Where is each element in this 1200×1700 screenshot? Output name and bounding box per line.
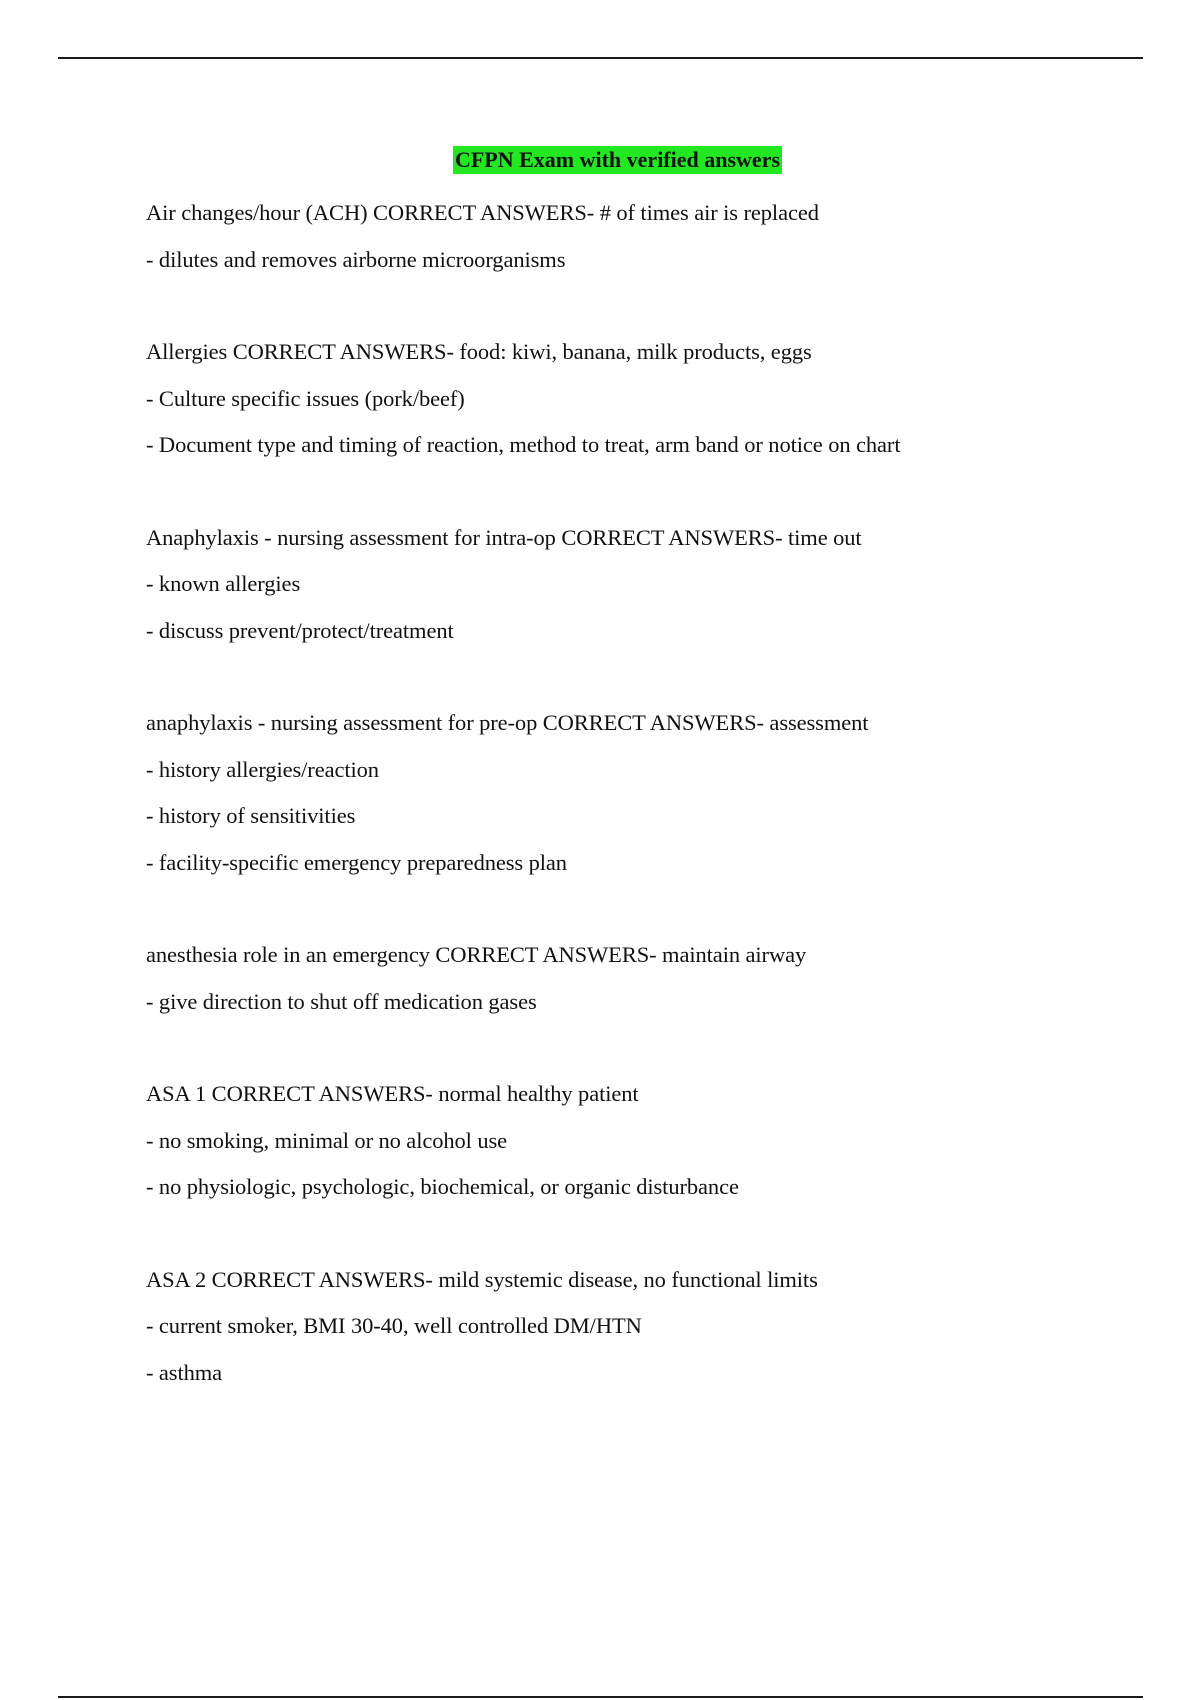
qa-question-line: ASA 2 CORRECT ANSWERS- mild systemic disease, no functional limits xyxy=(146,1266,818,1292)
qa-question-line: ASA 1 CORRECT ANSWERS- normal healthy patient xyxy=(146,1081,639,1106)
qa-entry xyxy=(146,190,1146,283)
qa-answer-line: - Document type and timing of reaction, method to treat, arm band or notice on chart xyxy=(146,432,901,457)
qa-answer-line: - facility-specific emergency preparedness plan xyxy=(146,849,567,875)
header-rule xyxy=(58,57,1143,59)
qa-answer-line: - current smoker, BMI 30-40, well controlled DM/HTN xyxy=(146,1313,642,1338)
qa-answer-line: - give direction to shut off medication gases xyxy=(146,988,537,1014)
qa-answer-line: - history of sensitivities xyxy=(146,803,356,828)
qa-entry xyxy=(146,1257,1146,1397)
document-body xyxy=(146,190,1146,1442)
qa-entry xyxy=(146,515,1146,655)
qa-answer-line: - Culture specific issues (pork/beef) xyxy=(146,385,465,411)
title-container xyxy=(0,146,1200,174)
qa-question-line: anesthesia role in an emergency CORRECT ANSWERS- maintain airway xyxy=(146,942,807,967)
qa-answer-line: - no smoking, minimal or no alcohol use xyxy=(146,1127,508,1153)
qa-answer-line: - no physiologic, psychologic, biochemical, or organic disturbance xyxy=(146,1174,739,1199)
footer-rule xyxy=(58,1696,1143,1698)
qa-answer-line: - history allergies/reaction xyxy=(146,756,379,782)
qa-answer-line: - dilutes and removes airborne microorganisms xyxy=(146,246,566,272)
qa-answer-line: - known allergies xyxy=(146,571,301,596)
qa-question-line: Allergies CORRECT ANSWERS- food: kiwi, banana, milk products, eggs xyxy=(146,339,812,364)
qa-answer-line: - discuss prevent/protect/treatment xyxy=(146,617,454,643)
qa-question-line: Anaphylaxis - nursing assessment for intra-op CORRECT ANSWERS- time out xyxy=(146,524,862,550)
qa-answer-line: - asthma xyxy=(146,1359,223,1385)
document-title: CFPN Exam with verified answers xyxy=(454,147,781,172)
qa-entry xyxy=(146,700,1146,886)
qa-entry xyxy=(146,932,1146,1025)
qa-question-line: Air changes/hour (ACH) CORRECT ANSWERS- # of times air is replaced xyxy=(146,200,819,225)
qa-question-line: anaphylaxis - nursing assessment for pre-op CORRECT ANSWERS- assessment xyxy=(146,710,869,735)
qa-entry xyxy=(146,329,1146,469)
qa-entry xyxy=(146,1071,1146,1211)
